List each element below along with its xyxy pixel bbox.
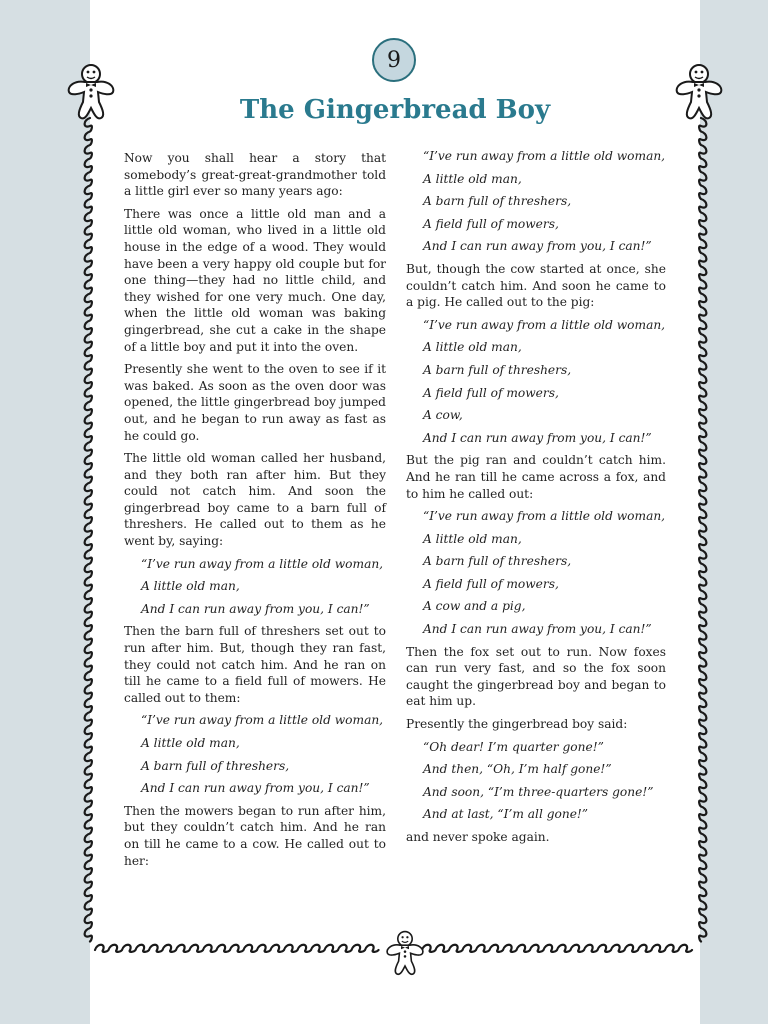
verse-line: A barn full of threshers, — [423, 554, 572, 569]
verse-line: A field full of mowers, — [423, 216, 559, 231]
verse-line: And I can run away from you, I can!” — [141, 781, 370, 796]
paragraph: There was once a little old man and a little old woman, who lived in a little old house in the edge of a wood. They would have been a very happy old couple but for one thing—they had no little child, and they wished for one very much. One day, when the little old woman was baking gingerbread, she cut a cake in the shape of a little boy and put it into the oven. — [124, 206, 386, 354]
chapter-number-badge — [372, 38, 416, 82]
verse-line: And soon, “I’m three-quarters gone!” — [423, 784, 654, 799]
paragraph: The little old woman called her husband, and they both ran after him. But they could not catch him. And soon the gingerbread boy came to a barn full of threshers. He called out to them as he went by, saying: — [124, 451, 386, 549]
paragraph: Then the mowers began to run after him, but they couldn’t catch him. And he ran on till he came to a cow. He called out to her: — [124, 803, 386, 868]
gingerbread-man-icon — [69, 65, 114, 118]
paragraph: But, though the cow started at once, she couldn’t catch him. And soon he came to a pig. He called out to the pig: — [406, 261, 666, 310]
verse-line: A little old man, — [141, 736, 240, 750]
gingerbread-man-icon — [387, 932, 423, 975]
verse-line: And then, “Oh, I’m half gone!” — [423, 762, 612, 777]
verse-line: A barn full of threshers, — [423, 362, 572, 377]
verse-line: A field full of mowers, — [423, 576, 559, 591]
verse-line: “I’ve run away from a little old woman, — [141, 556, 384, 571]
verse-line: And I can run away from you, I can!” — [423, 239, 652, 254]
verse-line: A cow, — [423, 408, 463, 423]
verse-line: “I’ve run away from a little old woman, — [141, 713, 384, 728]
verse-line: A little old man, — [423, 171, 522, 186]
right-text-column — [406, 148, 666, 852]
paragraph: Now you shall hear a story that somebody’s great-great-grandmother told a little girl ever so many years ago: — [124, 151, 386, 199]
chapter-title: The Gingerbread Boy — [239, 95, 551, 125]
paragraph: Then the fox set out to run. Now foxes can run very fast, and so the fox soon caught the gingerbread boy and began to eat him up. — [406, 644, 666, 709]
verse-line: A barn full of threshers, — [423, 194, 572, 209]
verse-line: “I’ve run away from a little old woman, — [423, 509, 666, 524]
verse-line: “Oh dear! I’m quarter gone!” — [423, 739, 604, 754]
chapter-number: 9 — [387, 47, 401, 73]
paragraph: Then the barn full of threshers set out to run after him. But, though they ran fast, they could not catch him. And he ran on till he came to a field full of mowers. He called out to them: — [124, 624, 386, 705]
gingerbread-man-icon — [677, 65, 722, 118]
paragraph: Presently the gingerbread boy said: — [406, 717, 628, 732]
verse-line: “I’ve run away from a little old woman, — [423, 317, 666, 332]
verse-line: A little old man, — [141, 579, 240, 594]
verse-line: And I can run away from you, I can!” — [141, 601, 370, 616]
verse-line: A little old man, — [423, 340, 522, 355]
verse-line: And at last, “I’m all gone!” — [423, 807, 589, 822]
left-text-column — [124, 150, 386, 875]
verse-line: A cow and a pig, — [423, 599, 526, 614]
verse-line: A field full of mowers, — [423, 385, 559, 400]
verse-line: A barn full of threshers, — [141, 758, 290, 773]
paragraph: and never spoke again. — [406, 830, 550, 844]
paragraph: Presently she went to the oven to see if it was baked. As soon as the oven door was opened, the little gingerbread boy jumped out, and he began to run away as fast as he could go. — [124, 362, 386, 443]
verse-line: And I can run away from you, I can!” — [423, 622, 652, 637]
verse-line: And I can run away from you, I can!” — [423, 430, 652, 445]
verse-line: A little old man, — [423, 531, 522, 546]
verse-line: “I’ve run away from a little old woman, — [423, 149, 666, 163]
paragraph: But the pig ran and couldn’t catch him. And he ran till he came across a fox, and to him he called out: — [406, 453, 666, 501]
